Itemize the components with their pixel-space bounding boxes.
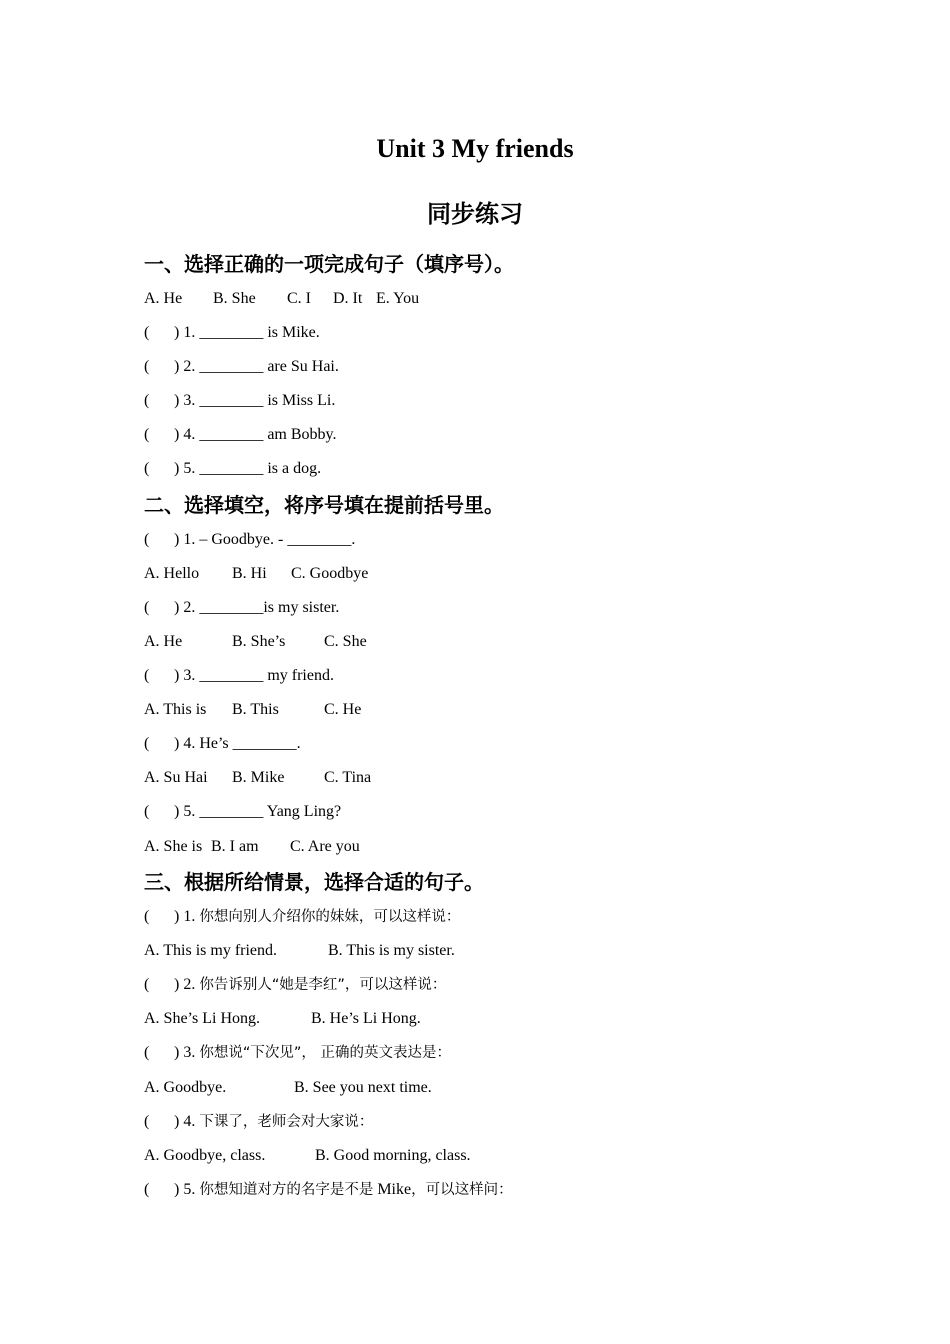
- question-number: ) 3.: [174, 392, 196, 409]
- question-number: ) 3.: [174, 1044, 196, 1061]
- answer-paren: (: [144, 531, 150, 548]
- question-row: [144, 529, 355, 551]
- question-row: [144, 1111, 373, 1133]
- question-row: [144, 801, 341, 823]
- option: A. He: [144, 290, 183, 307]
- option: C. Goodbye: [291, 565, 369, 582]
- options-row: [144, 767, 371, 789]
- options-row: [144, 631, 367, 653]
- question-text: ________ is a dog.: [199, 460, 322, 477]
- question-text: 你想向别人介绍你的妹妹，可以这样说：: [199, 909, 461, 925]
- answer-paren: (: [144, 599, 150, 616]
- question-number: ) 1.: [174, 324, 196, 341]
- question-row: [144, 906, 460, 928]
- question-text: ________ Yang Ling?: [199, 803, 342, 820]
- answer-paren: (: [144, 735, 150, 752]
- option: B. He’s Li Hong.: [311, 1010, 421, 1027]
- question-row: [144, 597, 339, 619]
- option: A. This is: [144, 701, 207, 718]
- option: E. You: [376, 290, 420, 307]
- options-row: [144, 940, 455, 962]
- question-row: [144, 322, 320, 344]
- question-text: – Goodbye. - ________.: [199, 531, 356, 548]
- question-text: 下课了，老师会对大家说：: [199, 1114, 374, 1130]
- answer-paren: (: [144, 1044, 150, 1061]
- section-2-heading: 二、选择填空，将序号填在提前括号里。: [144, 493, 504, 517]
- question-number: ) 1.: [174, 908, 196, 925]
- options-row: [144, 1145, 471, 1167]
- question-row: [144, 1042, 451, 1064]
- question-number: ) 4.: [174, 1113, 196, 1130]
- question-text: ________is my sister.: [199, 599, 340, 616]
- option: C. He: [324, 701, 362, 718]
- answer-paren: (: [144, 667, 150, 684]
- answer-paren: (: [144, 803, 150, 820]
- option: B. She’s: [232, 633, 286, 650]
- question-number: ) 5.: [174, 1181, 196, 1198]
- question-number: ) 1.: [174, 531, 196, 548]
- option: A. Goodbye.: [144, 1079, 227, 1096]
- options-row: [144, 1077, 432, 1099]
- option: C. She: [324, 633, 367, 650]
- question-row: [144, 424, 337, 446]
- question-text: ________ is Miss Li.: [199, 392, 336, 409]
- question-row: [144, 356, 339, 378]
- options-row: [144, 836, 360, 858]
- question-text: 你想说“下次见”， 正确的英文表达是：: [199, 1045, 451, 1061]
- option: B. This: [232, 701, 279, 718]
- question-number: ) 2.: [174, 976, 196, 993]
- page-title: Unit 3 My friends: [376, 134, 574, 163]
- option: C. Tina: [324, 769, 372, 786]
- question-row: [144, 458, 321, 480]
- question-number: ) 4.: [174, 735, 196, 752]
- question-text-name: Mike: [373, 1181, 412, 1198]
- option: C. I: [287, 290, 311, 307]
- option: B. Good morning, class.: [315, 1147, 471, 1164]
- option: D. It: [333, 290, 363, 307]
- question-number: ) 2.: [174, 358, 196, 375]
- question-text: ，可以这样问：: [411, 1182, 513, 1198]
- section-1-heading: 一、选择正确的一项完成句子（填序号）。: [144, 252, 514, 276]
- question-text: 你告诉别人“她是李红”，可以这样说：: [199, 977, 447, 993]
- answer-paren: (: [144, 1113, 150, 1130]
- option: A. She’s Li Hong.: [144, 1010, 260, 1027]
- question-text: 你想知道对方的名字是不是: [199, 1182, 374, 1198]
- question-row: [144, 665, 334, 687]
- question-text: ________ my friend.: [199, 667, 334, 684]
- options-row: [144, 1008, 421, 1030]
- answer-paren: (: [144, 976, 150, 993]
- question-row: [144, 1179, 513, 1201]
- options-row: [144, 563, 368, 585]
- option: B. Hi: [232, 565, 267, 582]
- question-number: ) 3.: [174, 667, 196, 684]
- option: A. She is: [144, 838, 203, 855]
- option: C. Are you: [290, 838, 360, 855]
- option: A. Hello: [144, 565, 200, 582]
- answer-paren: (: [144, 1181, 150, 1198]
- option: B. She: [213, 290, 256, 307]
- answer-paren: (: [144, 460, 150, 477]
- page-subtitle: 同步练习: [427, 200, 523, 228]
- question-text: ________ am Bobby.: [199, 426, 337, 443]
- answer-paren: (: [144, 908, 150, 925]
- answer-paren: (: [144, 358, 150, 375]
- question-text: ________ are Su Hai.: [199, 358, 339, 375]
- option: B. Mike: [232, 769, 285, 786]
- question-row: [144, 390, 335, 412]
- question-row: [144, 733, 301, 755]
- option: A. He: [144, 633, 183, 650]
- question-number: ) 4.: [174, 426, 196, 443]
- option: B. I am: [211, 838, 259, 855]
- answer-paren: (: [144, 392, 150, 409]
- section-3-heading: 三、根据所给情景，选择合适的句子。: [144, 870, 484, 894]
- question-text: ________ is Mike.: [199, 324, 320, 341]
- options-row: [144, 699, 361, 721]
- question-number: ) 5.: [174, 803, 196, 820]
- answer-paren: (: [144, 324, 150, 341]
- option: B. See you next time.: [294, 1079, 432, 1096]
- option: B. This is my sister.: [328, 942, 455, 959]
- answer-paren: (: [144, 426, 150, 443]
- question-number: ) 5.: [174, 460, 196, 477]
- question-text: He’s ________.: [199, 735, 301, 752]
- option: A. Su Hai: [144, 769, 208, 786]
- option: A. Goodbye, class.: [144, 1147, 266, 1164]
- question-number: ) 2.: [174, 599, 196, 616]
- question-row: [144, 974, 446, 996]
- section-1-options: [144, 288, 419, 310]
- option: A. This is my friend.: [144, 942, 278, 959]
